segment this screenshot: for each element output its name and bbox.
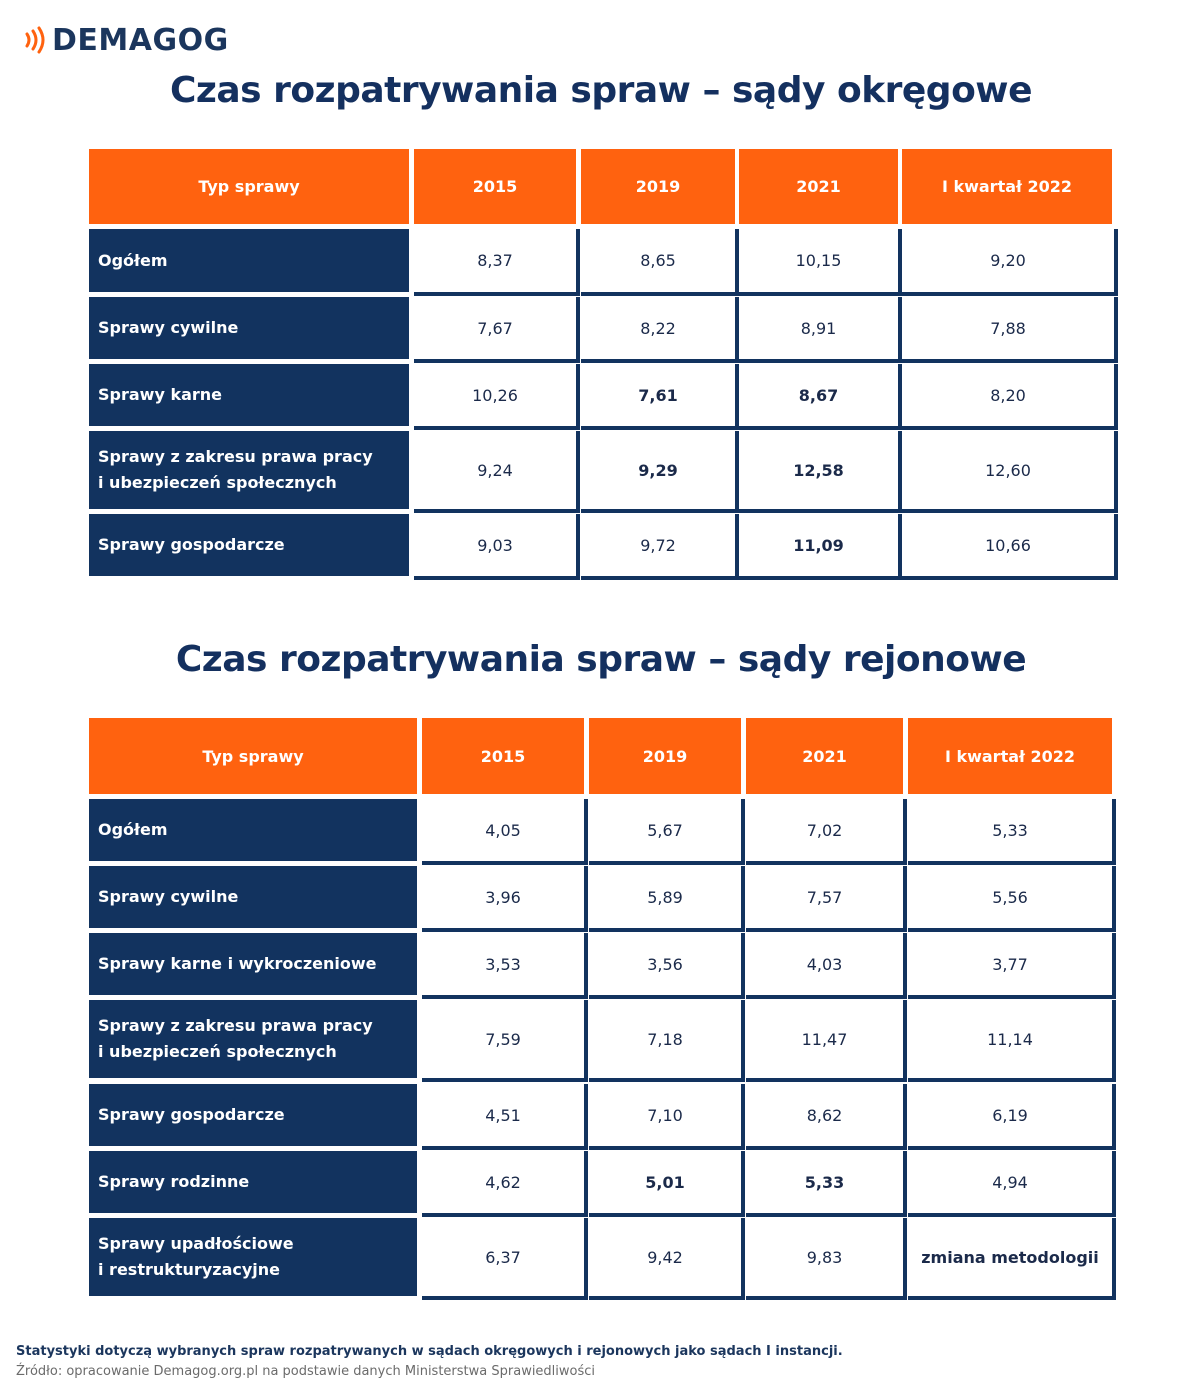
- table-cell: 10,26: [414, 364, 580, 430]
- table-cell: 11,47: [746, 1000, 907, 1082]
- table-cell: 3,96: [422, 866, 588, 932]
- table-cell: 7,18: [589, 1000, 745, 1082]
- row-label: Sprawy gospodarcze: [89, 1084, 417, 1146]
- table-cell: 8,91: [739, 297, 902, 363]
- table-cell: 12,60: [902, 431, 1118, 513]
- table-cell: 5,67: [589, 799, 745, 865]
- table-cell: 10,66: [902, 514, 1118, 580]
- footer-source: Źródło: opracowanie Demagog.org.pl na podstawie danych Ministerstwa Sprawiedliwości: [16, 1364, 596, 1379]
- table-cell: 7,10: [589, 1084, 745, 1150]
- table-cell: 12,58: [739, 431, 902, 513]
- table-cell: 7,59: [422, 1000, 588, 1082]
- table-cell: 9,03: [414, 514, 580, 580]
- table-cell: 11,14: [908, 1000, 1116, 1082]
- table-cell: 7,88: [902, 297, 1118, 363]
- table-cell: 6,37: [422, 1218, 588, 1300]
- table-cell: 8,20: [902, 364, 1118, 430]
- table-cell: 10,15: [739, 229, 902, 296]
- table-cell: 9,72: [581, 514, 739, 580]
- column-header: 2015: [422, 718, 584, 794]
- column-header: 2019: [581, 149, 735, 224]
- section-title: Czas rozpatrywania spraw – sądy okręgowe: [170, 70, 1032, 111]
- table-cell: 3,77: [908, 933, 1116, 999]
- row-label: Sprawy gospodarcze: [89, 514, 409, 576]
- table-cell: 5,89: [589, 866, 745, 932]
- row-label: Ogółem: [89, 799, 417, 861]
- row-label: Sprawy z zakresu prawa pracy i ubezpieczeń społecznych: [89, 431, 409, 509]
- table-cell: 8,22: [581, 297, 739, 363]
- table-cell: 5,33: [908, 799, 1116, 865]
- table-cell: 9,83: [746, 1218, 907, 1300]
- column-header-type: Typ sprawy: [89, 149, 409, 224]
- table-cell: 9,29: [581, 431, 739, 513]
- section-title: Czas rozpatrywania spraw – sądy rejonowe: [175, 639, 1027, 680]
- table-cell: 8,65: [581, 229, 739, 296]
- row-label: Sprawy upadłościowe i restrukturyzacyjne: [89, 1218, 417, 1296]
- table-cell: 4,62: [422, 1151, 588, 1217]
- column-header: I kwartał 2022: [902, 149, 1112, 224]
- table-cell: 7,02: [746, 799, 907, 865]
- table-cell: 6,19: [908, 1084, 1116, 1150]
- table-cell: 9,24: [414, 431, 580, 513]
- table-cell: 9,42: [589, 1218, 745, 1300]
- column-header-type: Typ sprawy: [89, 718, 417, 794]
- table-cell: 3,53: [422, 933, 588, 999]
- row-label: Sprawy z zakresu prawa pracy i ubezpieczeń społecznych: [89, 1000, 417, 1078]
- row-label: Sprawy cywilne: [89, 297, 409, 359]
- table-cell: 4,03: [746, 933, 907, 999]
- row-label: Sprawy rodzinne: [89, 1151, 417, 1213]
- row-label: Sprawy karne i wykroczeniowe: [89, 933, 417, 995]
- table-cell: 8,62: [746, 1084, 907, 1150]
- table-cell: 7,67: [414, 297, 580, 363]
- column-header: 2019: [589, 718, 741, 794]
- column-header: I kwartał 2022: [908, 718, 1112, 794]
- table-cell: zmiana metodologii: [908, 1218, 1116, 1300]
- table-cell: 4,05: [422, 799, 588, 865]
- footer-note: Statystyki dotyczą wybranych spraw rozpatrywanych w sądach okręgowych i rejonowych jako sądach I instancji.: [16, 1344, 843, 1359]
- table-cell: 5,33: [746, 1151, 907, 1217]
- table-cell: 9,20: [902, 229, 1118, 296]
- table-cell: 11,09: [739, 514, 902, 580]
- table-cell: 7,61: [581, 364, 739, 430]
- table-cell: 8,67: [739, 364, 902, 430]
- table-cell: 4,94: [908, 1151, 1116, 1217]
- table-cell: 5,56: [908, 866, 1116, 932]
- brand-name: DEMAGOG: [52, 22, 229, 58]
- column-header: 2021: [746, 718, 903, 794]
- demagog-logo: [24, 22, 229, 58]
- table-cell: 3,56: [589, 933, 745, 999]
- table-cell: 8,37: [414, 229, 580, 296]
- column-header: 2021: [739, 149, 898, 224]
- table-cell: 5,01: [589, 1151, 745, 1217]
- row-label: Sprawy karne: [89, 364, 409, 426]
- footer: [16, 1342, 843, 1382]
- table-cell: 7,57: [746, 866, 907, 932]
- row-label: Sprawy cywilne: [89, 866, 417, 928]
- column-header: 2015: [414, 149, 576, 224]
- row-label: Ogółem: [89, 229, 409, 292]
- table-cell: 4,51: [422, 1084, 588, 1150]
- broadcast-icon: [24, 25, 46, 55]
